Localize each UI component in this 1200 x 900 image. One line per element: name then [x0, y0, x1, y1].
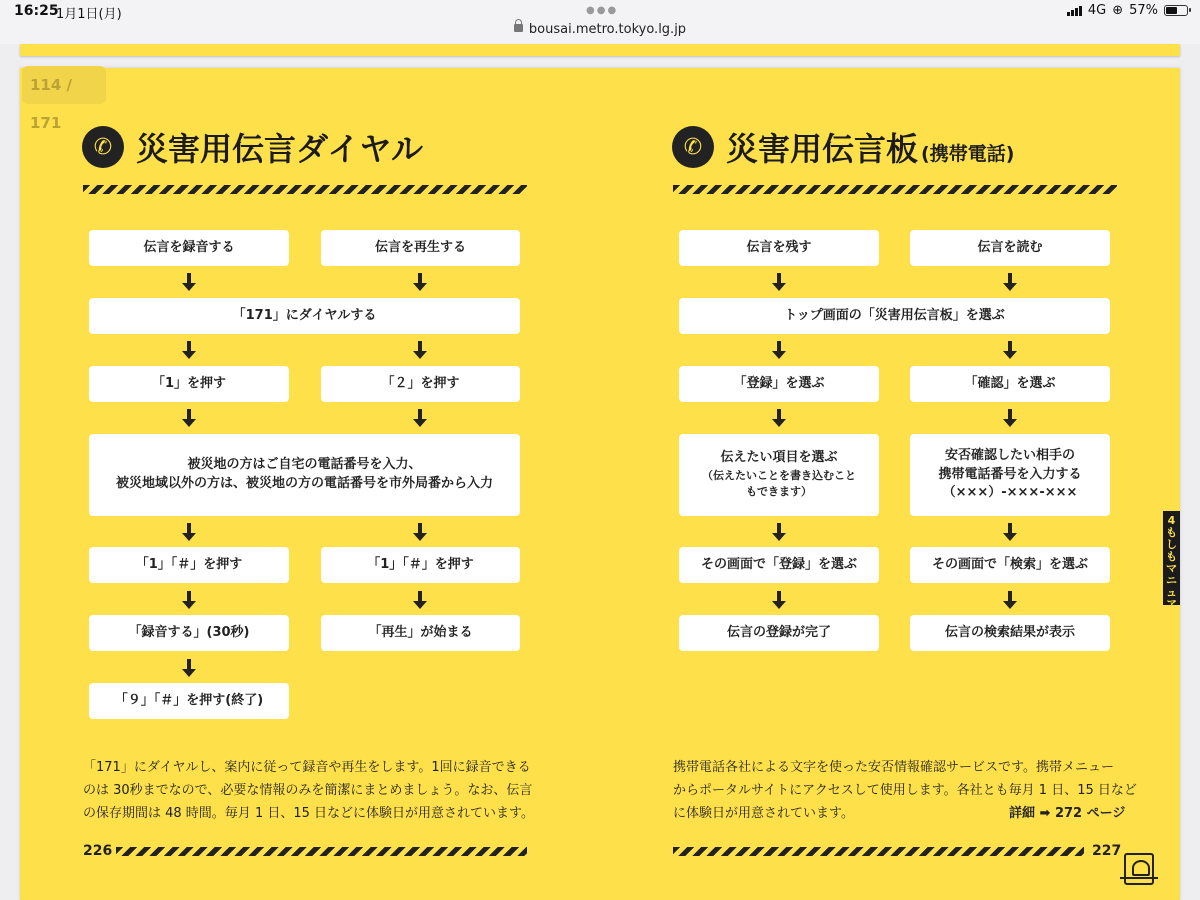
url-text: bousai.metro.tokyo.lg.jp — [528, 22, 687, 37]
status-time: 16:25 — [14, 3, 59, 19]
previous-page-edge — [20, 44, 1180, 56]
left-description: 「171」にダイヤルし、案内に従って録音や再生をします。1回に録音できる のは 30秒までなので、必要な情報のみを簡潔にまとめましょう。なお、伝言 の保存期間は 48 時間。毎月 1 日、15 日などに体験日が用意されています。 — [83, 760, 534, 821]
right-description: 携帯電話各社による文字を使った安否情報確認サービスです。携帯メニュー からポータルサイトにアクセスして使用します。各社とも毎月 1 日、15 日など に体験日が用意されています。 — [673, 760, 1137, 821]
flow-select-item: 伝えたい項目を選ぶ （伝えたいことを書き込むこと もできます） — [679, 434, 879, 516]
flow-dial-171: 「171」にダイヤルする — [89, 298, 520, 334]
down-arrow-icon — [772, 591, 786, 609]
down-arrow-icon — [413, 409, 427, 427]
flow-select-confirm: 「確認」を選ぶ — [910, 366, 1110, 402]
down-arrow-icon — [182, 659, 196, 677]
page-counter: 114 / 171 — [22, 66, 106, 104]
right-page-title — [672, 124, 1014, 170]
flow-playback-starts: 「再生」が始まる — [321, 615, 520, 651]
down-arrow-icon — [1003, 273, 1017, 291]
down-arrow-icon — [772, 341, 786, 359]
right-page-number: 227 — [1092, 843, 1122, 859]
down-arrow-icon — [1003, 523, 1017, 541]
flow-finish: 「９」「＃」を押す(終了) — [89, 683, 289, 719]
flow-select-board: トップ画面の「災害用伝言板」を選ぶ — [679, 298, 1110, 334]
battery-icon — [1164, 5, 1188, 16]
phone-icon: ✆ — [672, 126, 714, 168]
down-arrow-icon — [1003, 409, 1017, 427]
flow-play-message: 伝言を再生する — [321, 230, 520, 266]
status-indicators — [1067, 3, 1188, 18]
flow-play-press-1-hash: 「1」「＃」を押す — [321, 547, 520, 583]
down-arrow-icon — [182, 341, 196, 359]
flow-record-message: 伝言を録音する — [89, 230, 289, 266]
down-arrow-icon — [413, 273, 427, 291]
down-arrow-icon — [413, 341, 427, 359]
left-page-title — [82, 124, 423, 170]
phone-icon: ✆ — [82, 126, 124, 168]
flow-screen-register: その画面で「登録」を選ぶ — [679, 547, 879, 583]
down-arrow-icon — [1003, 341, 1017, 359]
down-arrow-icon — [182, 409, 196, 427]
multitask-dots-icon[interactable]: ●●● — [586, 5, 619, 16]
down-arrow-icon — [182, 273, 196, 291]
down-arrow-icon — [1003, 591, 1017, 609]
address-bar[interactable] — [0, 22, 1200, 37]
down-arrow-icon — [772, 273, 786, 291]
right-footer-stripe — [673, 847, 1084, 856]
flow-press-1: 「1」を押す — [89, 366, 289, 402]
detail-page-reference: 詳細 ➡ 272 ページ — [1009, 806, 1126, 821]
flow-enter-phone-number — [89, 434, 520, 516]
down-arrow-icon — [772, 523, 786, 541]
left-title-text: 災害用伝言ダイヤル — [136, 130, 424, 168]
chapter-number: 4 — [1167, 514, 1176, 527]
flow-leave-message: 伝言を残す — [679, 230, 879, 266]
flow-press-2: 「２」を押す — [321, 366, 520, 402]
down-arrow-icon — [413, 523, 427, 541]
right-title-stripe — [673, 185, 1117, 194]
down-arrow-icon — [772, 409, 786, 427]
flow-select-register: 「登録」を選ぶ — [679, 366, 879, 402]
flow-search-result: 伝言の検索結果が表示 — [910, 615, 1110, 651]
right-title-sub: (携帯電話) — [921, 142, 1015, 165]
down-arrow-icon — [182, 591, 196, 609]
flow-enter-line-1: 被災地の方はご自宅の電話番号を入力、 — [187, 457, 422, 473]
right-title-text: 災害用伝言板 — [726, 130, 919, 168]
battery-percent: 57% — [1129, 3, 1158, 18]
flow-enter-contact-number: 安否確認したい相手の 携帯電話番号を入力する （×××）-×××-××× — [910, 434, 1110, 516]
mascot-logo-icon — [1124, 853, 1154, 885]
left-title-stripe — [83, 185, 527, 194]
flow-screen-search: その画面で「検索」を選ぶ — [910, 547, 1110, 583]
status-date: 1月1日(月) — [56, 7, 122, 22]
left-footer-stripe — [116, 847, 527, 856]
lock-icon — [514, 24, 523, 32]
flow-enter-line-2: 被災地域以外の方は、被災地の方の電話番号を市外局番から入力 — [115, 476, 493, 491]
orientation-lock-icon: ⊕ — [1112, 3, 1124, 18]
left-page-number: 226 — [83, 843, 113, 859]
flow-record-press-1-hash: 「1」「＃」を押す — [89, 547, 289, 583]
network-type: 4G — [1087, 3, 1107, 18]
down-arrow-icon — [182, 523, 196, 541]
signal-icon — [1067, 6, 1082, 16]
chapter-label: も し も マ ニ ュ ア ル — [1166, 526, 1177, 623]
down-arrow-icon — [413, 591, 427, 609]
status-bar — [0, 0, 1200, 44]
flow-register-complete: 伝言の登録が完了 — [679, 615, 879, 651]
chapter-side-tab[interactable] — [1163, 511, 1180, 623]
flow-read-message: 伝言を読む — [910, 230, 1110, 266]
flow-recording-30s: 「録音する」(30秒) — [89, 615, 289, 651]
